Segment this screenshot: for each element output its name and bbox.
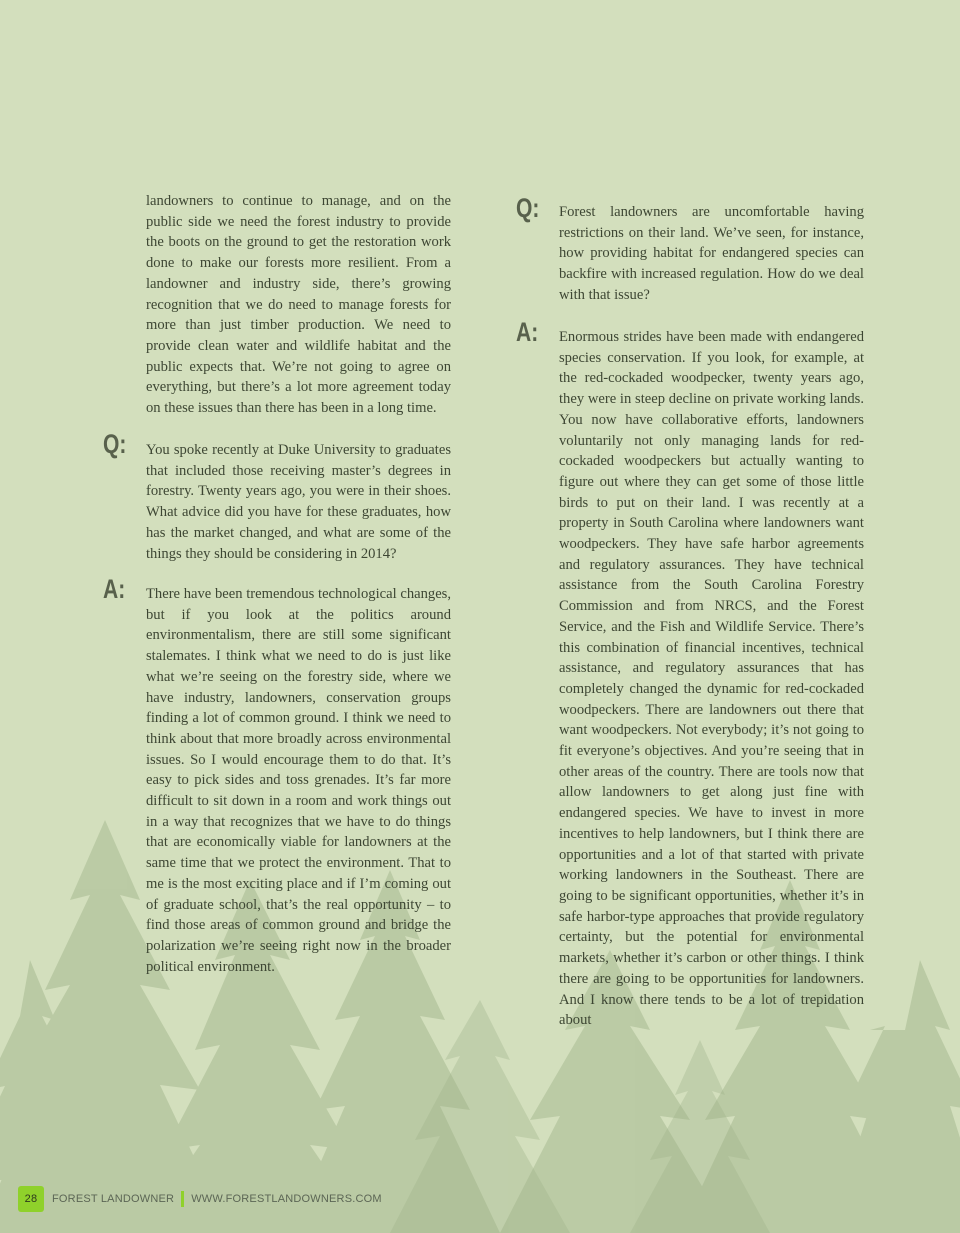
- right-question-block: [559, 202, 864, 306]
- answer-label: A:: [516, 317, 539, 347]
- question-label: Q:: [516, 193, 540, 223]
- left-question-block: [146, 440, 451, 564]
- answer-text: Enormous strides have been made with endangered species conservation. If you look, for example, at the red-cockaded woodpecker, twenty years ago, they were in steep decline on private working lands. You now have collaborative efforts, landowners voluntarily not only managing lands for red-cockaded woodpeckers but actually wanting to figure out where they can get some of those little birds to put on their land. I was recently at a property in South Carolina where landowners want woodpeckers. They have safe harbor agreements and regulatory assurances. They have technical assistance from the South Carolina Forestry Commission and from NRCS, and the Forest Service, and the Fish and Wildlife Service. There’s this combination of financial incentives, technical assistance, and regulatory assurances that has completely changed the dynamic for red-cockaded woodpeckers. There are landowners out there that want woodpeckers. Not everybody; it’s not going to fit everyone’s objectives. And you’re seeing that in other areas of the country. There are tools now that allow landowners to get along just fine with endangered species. We have to invest in more incentives to help landowners, but I think there are opportunities and a lot of that started with private working landowners in the Southeast. There are going to be significant opportunities, whether it’s in safe harbor-type approaches that provide regulatory certainty, but the potential for environmental markets, whether it’s carbon or other things. I think there are going to be opportunities for landowners. And I know there tends to be a lot of trepidation about: [559, 329, 864, 1029]
- footer-divider: [181, 1191, 184, 1207]
- question-text: Forest landowners are uncomfortable having restrictions on their land. We’ve seen, for instance, how providing habitat for endangered species can backfire with increased regulation. How do we deal with that issue?: [559, 204, 864, 303]
- answer-label: A:: [103, 574, 126, 604]
- left-answer-block: [146, 584, 451, 977]
- right-answer-block: [559, 327, 864, 1031]
- continued-answer-text: landowners to continue to manage, and on the public side we need the forest industry to provide the boots on the ground to get the restoration work done to make our forests more resilient. From a landowner and industry side, there’s growing recognition that we do need to manage forests for more than just timber production. We need to provide clean water and wildlife habitat and the public expects that. We’re not going to agree on everything, but there’s a lot more agreement today on these issues than there has been in a long time.: [146, 193, 451, 417]
- question-text: You spoke recently at Duke University to graduates that included those receiving master’s degrees in forestry. Twenty years ago, you were in their shoes. What advice did you have for these graduates, how has the market changed, and what are some of the things they should be considering in 2014?: [146, 442, 451, 562]
- question-label: Q:: [103, 429, 127, 459]
- magazine-name: FOREST LANDOWNER: [52, 1193, 175, 1205]
- left-column: [146, 191, 451, 419]
- page-footer: [18, 1186, 382, 1212]
- answer-text: There have been tremendous technological changes, but if you look at the politics around environmentalism, there are still some significant stalemates. I think what we need to do is just like what we’re seeing on the forestry side, where we have industry, landowners, conservation groups finding a lot of common ground. I think we need to think about that more broadly across environmental issues. So I would encourage them to do that. It’s easy to pick sides and toss grenades. It’s far more difficult to sit down in a room and work things out in a way that recognizes that we have to do things that are economically viable for landowners at the same time that we protect the environment. That to me is the most exciting place and if I’m coming out of graduate school, that’s the real opportunity – to find those areas of common ground and bridge the polarization we’re seeing right now in the broader political environment.: [146, 586, 451, 975]
- page-number: 28: [18, 1186, 44, 1212]
- website-link[interactable]: WWW.FORESTLANDOWNERS.COM: [191, 1193, 382, 1205]
